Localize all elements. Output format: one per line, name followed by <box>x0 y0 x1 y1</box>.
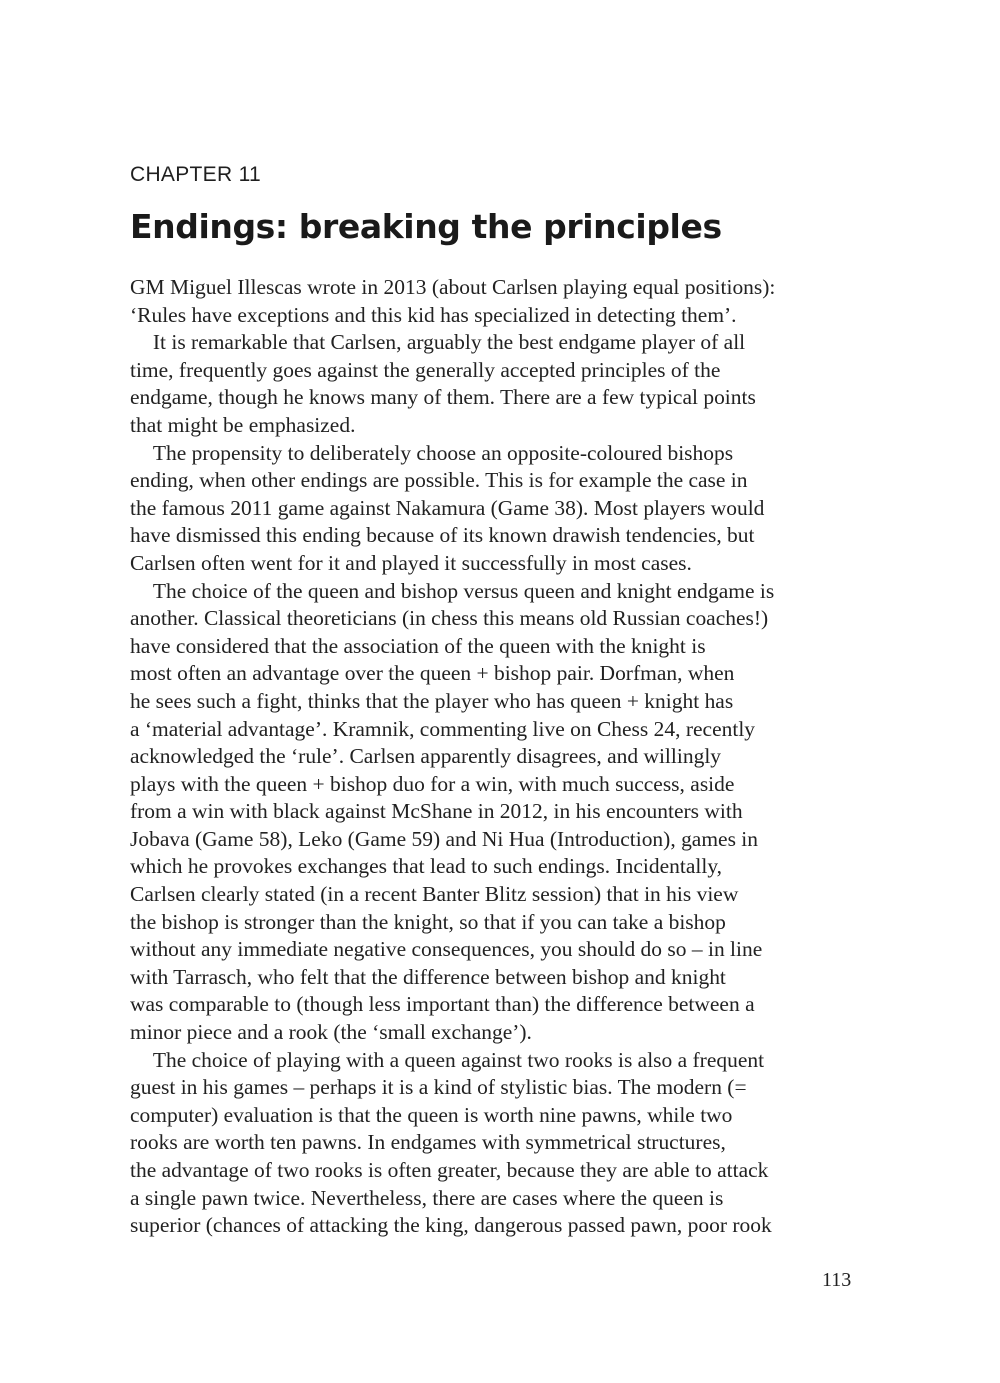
body-text <box>130 274 870 1240</box>
text-line: Carlsen often went for it and played it successfully in most cases. <box>130 550 692 575</box>
text-line: which he provokes exchanges that lead to such endings. Incidentally, <box>130 854 723 879</box>
text-line: from a win with black against McShane in 2012, in his encounters with <box>130 799 743 824</box>
text-line: rooks are worth ten pawns. In endgames with symmetrical structures, <box>130 1130 726 1155</box>
text-line: The choice of the queen and bishop versus queen and knight endgame is <box>152 578 775 603</box>
text-line: The choice of playing with a queen against two rooks is also a frequent <box>152 1047 765 1072</box>
text-line: GM Miguel Illescas wrote in 2013 (about Carlsen playing equal positions): <box>130 275 776 299</box>
text-line: have considered that the association of the queen with the knight is <box>130 633 706 658</box>
text-line: was comparable to (though less important than) the difference between a <box>130 992 755 1017</box>
text-line: guest in his games – perhaps it is a kind of stylistic bias. The modern (= <box>130 1075 747 1100</box>
text-line: a single pawn twice. Nevertheless, there are cases where the queen is <box>130 1185 724 1210</box>
text-line: the advantage of two rooks is often greater, because they are able to attack <box>130 1158 769 1182</box>
text-line: that might be emphasized. <box>130 412 356 437</box>
text-line: without any immediate negative consequences, you should do so – in line <box>130 937 763 962</box>
text-line: Carlsen clearly stated (in a recent Banter Blitz session) that in his view <box>130 882 739 907</box>
text-line: another. Classical theoreticians (in chess this means old Russian coaches!) <box>130 606 769 631</box>
text-line: It is remarkable that Carlsen, arguably the best endgame player of all <box>152 330 746 355</box>
page-number: 113 <box>822 1269 852 1291</box>
text-line: the famous 2011 game against Nakamura (Game 38). Most players would <box>130 495 765 520</box>
text-line: time, frequently goes against the generally accepted principles of the <box>130 357 721 382</box>
text-line: the bishop is stronger than the knight, so that if you can take a bishop <box>130 909 726 934</box>
text-line: with Tarrasch, who felt that the difference between bishop and knight <box>130 964 726 989</box>
text-line: computer) evaluation is that the queen is worth nine pawns, while two <box>130 1102 733 1127</box>
text-line: minor piece and a rook (the ‘small exchange’). <box>130 1020 532 1045</box>
text-line: ending, when other endings are possible. This is for example the case in <box>130 468 748 493</box>
text-line: have dismissed this ending because of its known drawish tendencies, but <box>130 523 755 548</box>
text-line: a ‘material advantage’. Kramnik, commenting live on Chess 24, recently <box>130 716 756 741</box>
text-line: acknowledged the ‘rule’. Carlsen apparently disagrees, and willingly <box>130 744 722 769</box>
text-line: he sees such a fight, thinks that the player who has queen + knight has <box>130 688 734 713</box>
text-line: ‘Rules have exceptions and this kid has specialized in detecting them’. <box>130 302 737 327</box>
text-line: Jobava (Game 58), Leko (Game 59) and Ni Hua (Introduction), games in <box>130 826 759 851</box>
text-line: plays with the queen + bishop duo for a win, with much success, aside <box>130 771 735 796</box>
text-line: endgame, though he knows many of them. There are a few typical points <box>130 385 756 410</box>
text-line: most often an advantage over the queen + bishop pair. Dorfman, when <box>130 661 735 686</box>
text-line: The propensity to deliberately choose an opposite-coloured bishops <box>152 440 734 465</box>
chapter-label: CHAPTER 11 <box>130 163 261 186</box>
chapter-title: Endings: breaking the principles <box>130 207 722 246</box>
text-line: superior (chances of attacking the king, dangerous passed pawn, poor rook <box>130 1213 772 1238</box>
